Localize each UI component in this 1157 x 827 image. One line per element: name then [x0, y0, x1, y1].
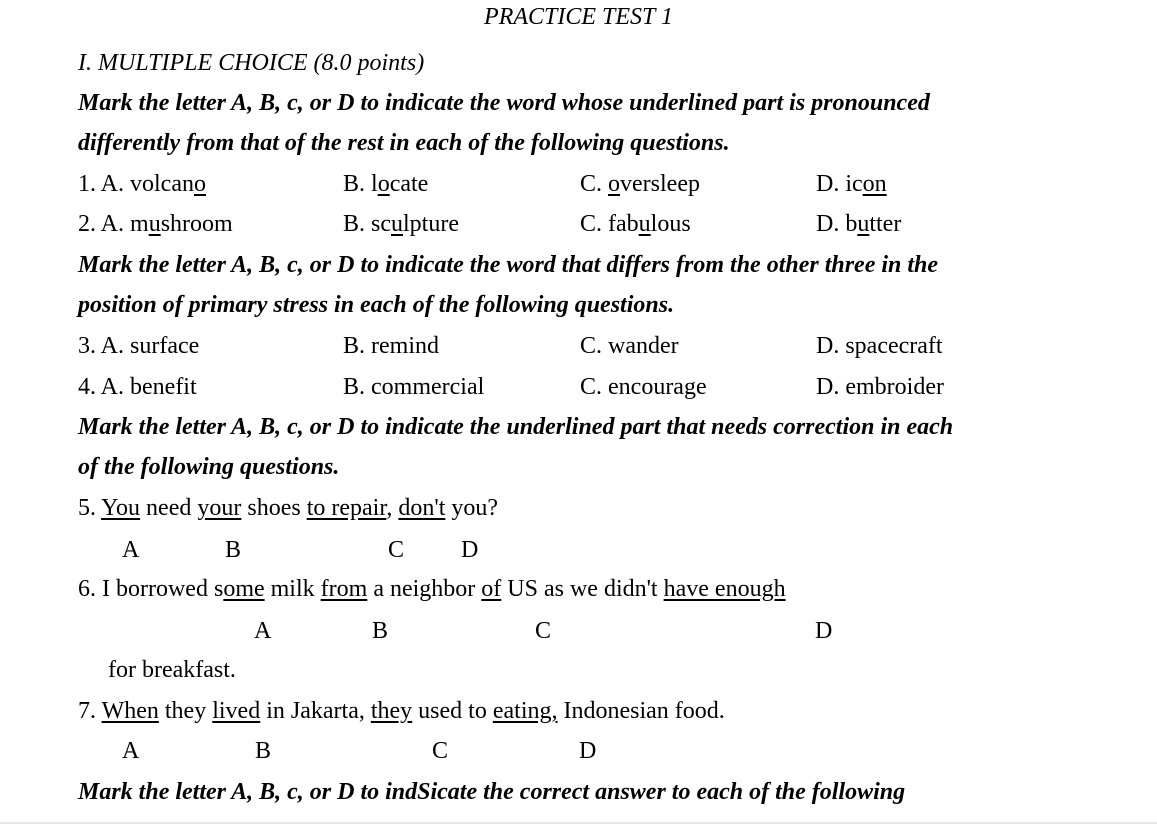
q5-label-d: D: [461, 537, 479, 563]
page-title: PRACTICE TEST 1: [484, 4, 673, 30]
instruction-stress-line-2: position of primary stress in each of the following questions.: [78, 292, 675, 318]
q7-label-b: B: [255, 738, 272, 764]
q6-label-b: B: [372, 618, 389, 644]
instruction-pronunciation-line-1: Mark the letter A, B, c, or D to indicate the word whose underlined part is pronounced: [78, 90, 930, 116]
page-bottom-divider: [0, 822, 1157, 824]
instruction-error-line-1: Mark the letter A, B, c, or D to indicate the underlined part that needs correction in each: [78, 414, 954, 440]
instruction-pronunciation-line-2: differently from that of the rest in each of the following questions.: [78, 130, 730, 156]
q3-option-c: C. wander: [580, 333, 679, 359]
q5-label-c: C: [388, 537, 405, 563]
q6-label-c: C: [535, 618, 552, 644]
q7-label-d: D: [579, 738, 597, 764]
q2-option-c: C. fabulous: [580, 211, 691, 237]
q5-label-a: A: [122, 537, 140, 563]
q2-option-d: D. butter: [816, 211, 902, 237]
q3-option-a: 3. A. surface: [78, 333, 200, 359]
question-6-sentence: 6. I borrowed some milk from a neighbor of US as we didn't have enough: [78, 576, 786, 602]
question-5-sentence: 5. You need your shoes to repair, don't you?: [78, 495, 499, 521]
q5-label-b: B: [225, 537, 242, 563]
q1-option-d: D. icon: [816, 171, 887, 197]
q1-option-a: 1. A. volcano: [78, 171, 206, 197]
q4-option-a: 4. A. benefit: [78, 374, 197, 400]
question-6-continuation: for breakfast.: [108, 657, 236, 683]
q7-label-c: C: [432, 738, 449, 764]
section-heading: I. MULTIPLE CHOICE (8.0 points): [78, 50, 425, 76]
q4-option-c: C. encourage: [580, 374, 707, 400]
q4-option-d: D. embroider: [816, 374, 944, 400]
q1-option-c: C. oversleep: [580, 171, 700, 197]
q6-label-d: D: [815, 618, 833, 644]
question-7-sentence: 7. When they lived in Jakarta, they used to eating, Indonesian food.: [78, 698, 725, 724]
q6-label-a: A: [254, 618, 272, 644]
instruction-correct-answer-line-1: Mark the letter A, B, c, or D to indSicate the correct answer to each of the following: [78, 779, 906, 805]
q2-option-b: B. sculpture: [343, 211, 459, 237]
instruction-error-line-2: of the following questions.: [78, 454, 340, 480]
q3-option-b: B. remind: [343, 333, 439, 359]
q4-option-b: B. commercial: [343, 374, 485, 400]
q2-option-a: 2. A. mushroom: [78, 211, 233, 237]
q1-option-b: B. locate: [343, 171, 429, 197]
q3-option-d: D. spacecraft: [816, 333, 943, 359]
q7-label-a: A: [122, 738, 140, 764]
instruction-stress-line-1: Mark the letter A, B, c, or D to indicate the word that differs from the other three in the: [78, 252, 939, 278]
